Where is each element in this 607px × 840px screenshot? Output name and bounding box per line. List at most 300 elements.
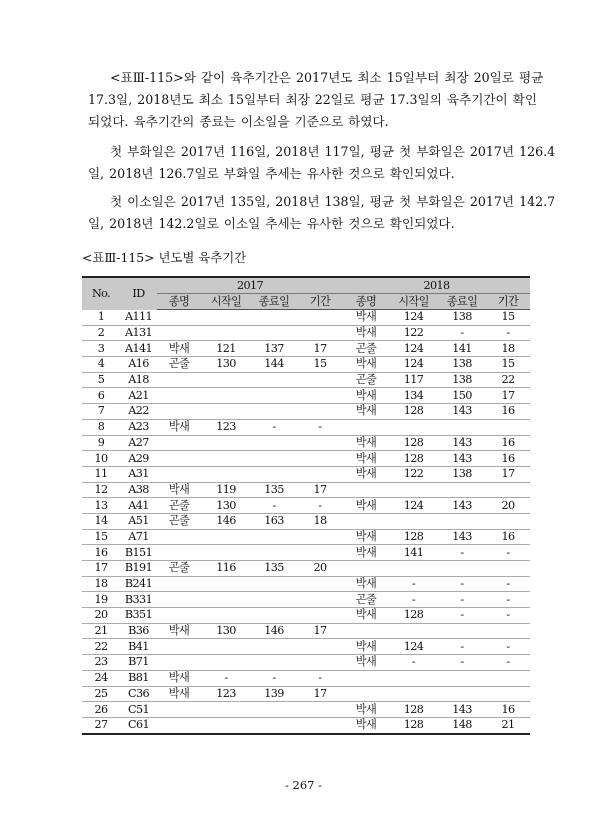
header-no: No. <box>82 277 120 310</box>
cell-species-2018: 박새 <box>343 451 389 467</box>
cell-end-2017: - <box>251 419 297 435</box>
cell-period-2018: - <box>486 325 530 341</box>
cell-start-2017: 130 <box>201 498 251 514</box>
cell-species-2017 <box>157 435 201 451</box>
table-row <box>82 466 530 482</box>
cell-species-2017 <box>157 655 201 671</box>
cell-no: 1 <box>82 310 120 326</box>
cell-period-2018: - <box>486 545 530 561</box>
cell-period-2017 <box>297 529 343 545</box>
cell-end-2018 <box>438 513 486 529</box>
cell-no: 16 <box>82 545 120 561</box>
cell-period-2018: - <box>486 608 530 624</box>
cell-period-2018 <box>486 419 530 435</box>
cell-period-2017: 18 <box>297 513 343 529</box>
cell-end-2018: - <box>438 655 486 671</box>
cell-species-2018: 박새 <box>343 639 389 655</box>
cell-start-2018 <box>389 561 438 577</box>
cell-species-2017 <box>157 310 201 326</box>
cell-end-2017 <box>251 466 297 482</box>
cell-species-2018 <box>343 482 389 498</box>
cell-start-2017 <box>201 639 251 655</box>
cell-period-2017: 17 <box>297 686 343 702</box>
table-row <box>82 498 530 514</box>
cell-period-2017 <box>297 325 343 341</box>
cell-end-2018: - <box>438 592 486 608</box>
cell-id: B151 <box>120 545 157 561</box>
cell-period-2017: - <box>297 670 343 686</box>
text-line: <표Ⅲ-115>와 같이 육추기간은 2017년도 최소 15일부터 최장 20일로 평균 <box>110 70 544 85</box>
cell-start-2017: 119 <box>201 482 251 498</box>
cell-start-2018: - <box>389 592 438 608</box>
cell-period-2018: 22 <box>486 372 530 388</box>
cell-period-2017 <box>297 310 343 326</box>
text-line: 첫 부화일은 2017년 116일, 2018년 117일, 평균 첫 부화일은 2017년 126.4 <box>110 144 556 159</box>
cell-start-2017 <box>201 529 251 545</box>
cell-no: 9 <box>82 435 120 451</box>
cell-start-2017: 130 <box>201 623 251 639</box>
cell-period-2017 <box>297 655 343 671</box>
cell-period-2017 <box>297 451 343 467</box>
cell-start-2018 <box>389 419 438 435</box>
table-row <box>82 372 530 388</box>
cell-period-2017 <box>297 639 343 655</box>
cell-no: 18 <box>82 576 120 592</box>
cell-id: A51 <box>120 513 157 529</box>
cell-end-2018: 138 <box>438 372 486 388</box>
cell-end-2017 <box>251 545 297 561</box>
breeding-period-table <box>82 276 530 735</box>
cell-start-2018: 128 <box>389 608 438 624</box>
cell-period-2017: 17 <box>297 341 343 357</box>
header-year-2017: 2017 <box>157 277 343 294</box>
cell-start-2018: 128 <box>389 717 438 733</box>
cell-period-2018: - <box>486 639 530 655</box>
cell-end-2018: 143 <box>438 498 486 514</box>
text-line: 일, 2018년 142.2일로 이소일 추세는 유사한 것으로 확인되었다. <box>88 216 455 232</box>
cell-no: 22 <box>82 639 120 655</box>
table-row <box>82 623 530 639</box>
table-row <box>82 717 530 733</box>
cell-id: C36 <box>120 686 157 702</box>
cell-start-2017 <box>201 592 251 608</box>
cell-id: A22 <box>120 404 157 420</box>
cell-end-2017 <box>251 404 297 420</box>
cell-end-2018: 150 <box>438 388 486 404</box>
cell-species-2018: 곤줄 <box>343 372 389 388</box>
cell-end-2017: 139 <box>251 686 297 702</box>
header-period-2017: 기간 <box>297 294 343 310</box>
cell-start-2017 <box>201 702 251 718</box>
cell-end-2017 <box>251 702 297 718</box>
cell-start-2018: 124 <box>389 310 438 326</box>
cell-start-2018: 124 <box>389 639 438 655</box>
cell-species-2018 <box>343 623 389 639</box>
cell-end-2018: - <box>438 545 486 561</box>
table-row <box>82 513 530 529</box>
cell-id: B351 <box>120 608 157 624</box>
cell-period-2018: - <box>486 592 530 608</box>
cell-species-2017: 박새 <box>157 419 201 435</box>
cell-id: A41 <box>120 498 157 514</box>
cell-end-2017: 135 <box>251 482 297 498</box>
cell-end-2017 <box>251 388 297 404</box>
cell-species-2018: 곤줄 <box>343 592 389 608</box>
table-row <box>82 451 530 467</box>
cell-id: A18 <box>120 372 157 388</box>
cell-id: B331 <box>120 592 157 608</box>
cell-species-2017 <box>157 576 201 592</box>
cell-end-2018: 141 <box>438 341 486 357</box>
cell-species-2017: 곤줄 <box>157 561 201 577</box>
cell-start-2017 <box>201 372 251 388</box>
cell-species-2017: 박새 <box>157 341 201 357</box>
cell-start-2017 <box>201 388 251 404</box>
cell-end-2017: - <box>251 498 297 514</box>
cell-period-2018: 16 <box>486 529 530 545</box>
cell-id: A16 <box>120 357 157 373</box>
cell-start-2017: 146 <box>201 513 251 529</box>
table-row <box>82 608 530 624</box>
cell-period-2018: 16 <box>486 451 530 467</box>
cell-period-2018 <box>486 561 530 577</box>
cell-start-2018 <box>389 513 438 529</box>
table-row <box>82 639 530 655</box>
cell-end-2018: - <box>438 576 486 592</box>
cell-no: 7 <box>82 404 120 420</box>
table-row <box>82 404 530 420</box>
cell-start-2017 <box>201 325 251 341</box>
cell-no: 26 <box>82 702 120 718</box>
cell-species-2018: 박새 <box>343 545 389 561</box>
cell-start-2018: 122 <box>389 466 438 482</box>
table-row <box>82 325 530 341</box>
cell-end-2018 <box>438 419 486 435</box>
cell-no: 27 <box>82 717 120 733</box>
text-line: 첫 이소일은 2017년 135일, 2018년 138일, 평균 첫 부화일은 2017년 142.7 <box>110 194 556 209</box>
cell-species-2018: 곤줄 <box>343 341 389 357</box>
header-year-2018: 2018 <box>343 277 530 294</box>
cell-end-2018: 143 <box>438 404 486 420</box>
cell-end-2017 <box>251 372 297 388</box>
cell-species-2017: 박새 <box>157 686 201 702</box>
header-start-2017: 시작일 <box>201 294 251 310</box>
cell-end-2017 <box>251 529 297 545</box>
cell-id: A23 <box>120 419 157 435</box>
cell-end-2018: 138 <box>438 357 486 373</box>
cell-period-2018: - <box>486 576 530 592</box>
cell-id: A71 <box>120 529 157 545</box>
cell-no: 24 <box>82 670 120 686</box>
cell-species-2017: 곤줄 <box>157 498 201 514</box>
cell-no: 3 <box>82 341 120 357</box>
cell-end-2017 <box>251 639 297 655</box>
cell-species-2018 <box>343 686 389 702</box>
cell-end-2018 <box>438 561 486 577</box>
cell-end-2018: 143 <box>438 435 486 451</box>
cell-end-2018: 143 <box>438 451 486 467</box>
cell-id: A27 <box>120 435 157 451</box>
cell-period-2017 <box>297 388 343 404</box>
cell-species-2017 <box>157 388 201 404</box>
cell-period-2017 <box>297 608 343 624</box>
cell-id: A111 <box>120 310 157 326</box>
cell-end-2017: - <box>251 670 297 686</box>
table-row <box>82 686 530 702</box>
cell-period-2018: 21 <box>486 717 530 733</box>
text-line: 되었다. 육추기간의 종료는 이소일을 기준으로 하였다. <box>88 114 389 130</box>
cell-start-2017: 116 <box>201 561 251 577</box>
cell-species-2018: 박새 <box>343 655 389 671</box>
cell-species-2017 <box>157 717 201 733</box>
cell-start-2017 <box>201 608 251 624</box>
cell-period-2018: 17 <box>486 388 530 404</box>
cell-species-2017 <box>157 325 201 341</box>
cell-period-2018: 18 <box>486 341 530 357</box>
cell-no: 21 <box>82 623 120 639</box>
cell-start-2018: 141 <box>389 545 438 561</box>
cell-id: B81 <box>120 670 157 686</box>
table-body <box>82 310 530 734</box>
cell-end-2018: 148 <box>438 717 486 733</box>
cell-period-2018 <box>486 670 530 686</box>
cell-no: 4 <box>82 357 120 373</box>
table-row <box>82 341 530 357</box>
cell-start-2018: 128 <box>389 451 438 467</box>
cell-no: 5 <box>82 372 120 388</box>
cell-id: A38 <box>120 482 157 498</box>
cell-start-2018: - <box>389 576 438 592</box>
page-number: - 267 - <box>284 778 323 792</box>
cell-end-2017: 146 <box>251 623 297 639</box>
cell-period-2018 <box>486 482 530 498</box>
paragraph-1 <box>88 67 544 134</box>
cell-start-2018: 128 <box>389 702 438 718</box>
cell-end-2017 <box>251 451 297 467</box>
header-end-2018: 종료일 <box>438 294 486 310</box>
cell-period-2017 <box>297 592 343 608</box>
table-row <box>82 529 530 545</box>
cell-period-2018: 20 <box>486 498 530 514</box>
cell-species-2017 <box>157 545 201 561</box>
cell-end-2018 <box>438 670 486 686</box>
cell-period-2018: 16 <box>486 435 530 451</box>
table-row <box>82 592 530 608</box>
cell-period-2018: 16 <box>486 404 530 420</box>
cell-period-2018: 17 <box>486 466 530 482</box>
cell-end-2018: 138 <box>438 466 486 482</box>
header-id: ID <box>120 277 157 310</box>
cell-species-2017 <box>157 608 201 624</box>
cell-id: B41 <box>120 639 157 655</box>
cell-start-2018: 124 <box>389 357 438 373</box>
cell-id: C61 <box>120 717 157 733</box>
cell-period-2017 <box>297 404 343 420</box>
cell-species-2017: 곤줄 <box>157 513 201 529</box>
cell-no: 23 <box>82 655 120 671</box>
cell-species-2018: 박새 <box>343 310 389 326</box>
cell-start-2018: 134 <box>389 388 438 404</box>
cell-period-2018 <box>486 686 530 702</box>
cell-id: B191 <box>120 561 157 577</box>
cell-id: A131 <box>120 325 157 341</box>
cell-start-2018: 124 <box>389 498 438 514</box>
cell-no: 15 <box>82 529 120 545</box>
cell-period-2017 <box>297 372 343 388</box>
table-row <box>82 561 530 577</box>
cell-end-2017 <box>251 608 297 624</box>
cell-species-2018 <box>343 561 389 577</box>
cell-end-2018: 143 <box>438 529 486 545</box>
text-line: 17.3일, 2018년도 최소 15일부터 최장 22일로 평균 17.3일의 육추기간이 확인 <box>88 92 538 108</box>
cell-end-2018 <box>438 623 486 639</box>
cell-period-2018 <box>486 513 530 529</box>
header-start-2018: 시작일 <box>389 294 438 310</box>
cell-period-2018: 15 <box>486 357 530 373</box>
cell-no: 2 <box>82 325 120 341</box>
cell-period-2018: 15 <box>486 310 530 326</box>
cell-species-2018: 박새 <box>343 466 389 482</box>
cell-species-2017: 박새 <box>157 623 201 639</box>
cell-no: 6 <box>82 388 120 404</box>
cell-period-2017: 15 <box>297 357 343 373</box>
table-caption: <표Ⅲ-115> 년도별 육추기간 <box>82 250 247 265</box>
cell-period-2017 <box>297 717 343 733</box>
table-row <box>82 388 530 404</box>
cell-species-2018: 박새 <box>343 576 389 592</box>
cell-period-2018: - <box>486 655 530 671</box>
cell-start-2017 <box>201 310 251 326</box>
cell-end-2018 <box>438 686 486 702</box>
cell-species-2018: 박새 <box>343 717 389 733</box>
cell-start-2017 <box>201 435 251 451</box>
cell-period-2018: 16 <box>486 702 530 718</box>
cell-end-2018: 138 <box>438 310 486 326</box>
cell-start-2018: 128 <box>389 404 438 420</box>
cell-start-2017 <box>201 404 251 420</box>
cell-id: A21 <box>120 388 157 404</box>
cell-no: 17 <box>82 561 120 577</box>
cell-start-2017 <box>201 451 251 467</box>
cell-period-2018 <box>486 623 530 639</box>
cell-period-2017: 17 <box>297 623 343 639</box>
header-period-2018: 기간 <box>486 294 530 310</box>
cell-species-2017 <box>157 404 201 420</box>
cell-species-2018: 박새 <box>343 702 389 718</box>
cell-period-2017 <box>297 545 343 561</box>
cell-start-2018 <box>389 482 438 498</box>
cell-end-2018: - <box>438 608 486 624</box>
cell-start-2017: 123 <box>201 419 251 435</box>
header-end-2017: 종료일 <box>251 294 297 310</box>
cell-species-2018: 박새 <box>343 498 389 514</box>
cell-species-2017: 곤줄 <box>157 357 201 373</box>
cell-start-2018: 128 <box>389 529 438 545</box>
cell-start-2017 <box>201 655 251 671</box>
cell-species-2018: 박새 <box>343 608 389 624</box>
cell-id: B241 <box>120 576 157 592</box>
cell-start-2017: 123 <box>201 686 251 702</box>
paragraph-2 <box>88 141 556 185</box>
header-species-2017: 종명 <box>157 294 201 310</box>
cell-species-2017 <box>157 529 201 545</box>
table-row <box>82 576 530 592</box>
cell-no: 13 <box>82 498 120 514</box>
table-row <box>82 670 530 686</box>
cell-id: C51 <box>120 702 157 718</box>
header-species-2018: 종명 <box>343 294 389 310</box>
cell-species-2018: 박새 <box>343 388 389 404</box>
cell-start-2018: 122 <box>389 325 438 341</box>
cell-end-2018: - <box>438 325 486 341</box>
paragraph-3 <box>88 191 556 235</box>
cell-id: A29 <box>120 451 157 467</box>
cell-period-2017: 20 <box>297 561 343 577</box>
cell-period-2017: - <box>297 498 343 514</box>
cell-end-2017: 137 <box>251 341 297 357</box>
cell-id: B71 <box>120 655 157 671</box>
cell-period-2017 <box>297 576 343 592</box>
cell-start-2018: 124 <box>389 341 438 357</box>
cell-end-2017: 144 <box>251 357 297 373</box>
cell-end-2017 <box>251 717 297 733</box>
cell-start-2017 <box>201 576 251 592</box>
cell-species-2017: 박새 <box>157 670 201 686</box>
cell-id: B36 <box>120 623 157 639</box>
cell-end-2017 <box>251 655 297 671</box>
cell-species-2018: 박새 <box>343 325 389 341</box>
cell-start-2017 <box>201 717 251 733</box>
table-row <box>82 702 530 718</box>
table-row <box>82 419 530 435</box>
cell-end-2017 <box>251 325 297 341</box>
cell-start-2017 <box>201 466 251 482</box>
cell-end-2017: 135 <box>251 561 297 577</box>
cell-species-2017 <box>157 639 201 655</box>
cell-id: A141 <box>120 341 157 357</box>
cell-start-2017: 121 <box>201 341 251 357</box>
cell-period-2017 <box>297 466 343 482</box>
cell-period-2017 <box>297 435 343 451</box>
cell-start-2018 <box>389 686 438 702</box>
cell-species-2018: 박새 <box>343 404 389 420</box>
table-row <box>82 545 530 561</box>
cell-species-2017 <box>157 372 201 388</box>
cell-no: 10 <box>82 451 120 467</box>
cell-start-2017 <box>201 545 251 561</box>
table-row <box>82 357 530 373</box>
cell-start-2018 <box>389 623 438 639</box>
cell-period-2017 <box>297 702 343 718</box>
cell-id: A31 <box>120 466 157 482</box>
cell-end-2017 <box>251 310 297 326</box>
cell-no: 8 <box>82 419 120 435</box>
cell-no: 19 <box>82 592 120 608</box>
cell-end-2017 <box>251 435 297 451</box>
table-row <box>82 310 530 326</box>
cell-end-2018: 143 <box>438 702 486 718</box>
cell-species-2018 <box>343 513 389 529</box>
cell-no: 12 <box>82 482 120 498</box>
text-line: 일, 2018년 126.7일로 부화일 추세는 유사한 것으로 확인되었다. <box>88 166 455 182</box>
table-row <box>82 482 530 498</box>
cell-no: 11 <box>82 466 120 482</box>
cell-start-2018: - <box>389 655 438 671</box>
cell-species-2017: 박새 <box>157 482 201 498</box>
table-row <box>82 435 530 451</box>
cell-end-2017 <box>251 576 297 592</box>
cell-no: 14 <box>82 513 120 529</box>
